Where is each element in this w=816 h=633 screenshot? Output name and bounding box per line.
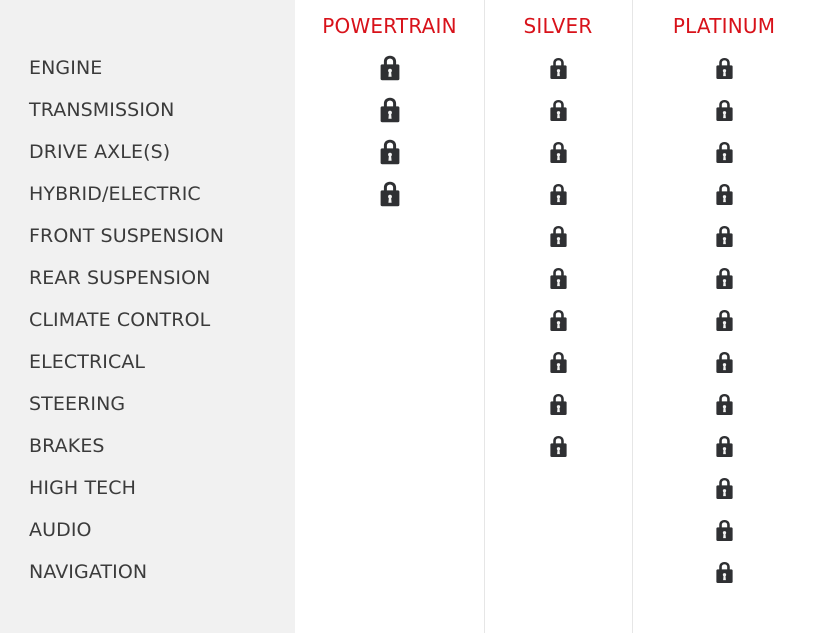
row-label [0,509,295,551]
coverage-cell-silver [484,257,632,299]
lock-icon [549,225,568,248]
coverage-cell-empty [558,530,559,531]
lock-icon [379,55,401,81]
row-label [0,341,295,383]
row-label [0,257,295,299]
row-label [0,299,295,341]
row-label [0,131,295,173]
coverage-cell-powertrain [295,173,484,215]
lock-icon [549,267,568,290]
coverage-cell-empty [389,488,390,489]
coverage-cell-silver [484,299,632,341]
coverage-cell-powertrain [295,131,484,173]
column-header-powertrain [295,0,484,47]
coverage-cell-empty [558,488,559,489]
row-label [0,215,295,257]
coverage-cell-empty [389,446,390,447]
coverage-cell-empty [389,236,390,237]
row-label-text: TRANSMISSION [29,99,175,121]
row-label [0,89,295,131]
lock-icon [715,309,734,332]
coverage-cell-powertrain [295,341,484,383]
coverage-cell-silver [484,89,632,131]
lock-icon [715,99,734,122]
lock-icon [715,183,734,206]
lock-icon [549,351,568,374]
coverage-cell-platinum [632,131,816,173]
row-label-text: FRONT SUSPENSION [29,225,225,247]
lock-icon [715,561,734,584]
coverage-cell-platinum [632,299,816,341]
lock-icon [549,141,568,164]
coverage-cell-platinum [632,173,816,215]
coverage-cell-platinum [632,215,816,257]
lock-icon [715,57,734,80]
row-label-text: ELECTRICAL [29,351,146,373]
coverage-cell-platinum [632,341,816,383]
row-label [0,383,295,425]
lock-icon [715,267,734,290]
coverage-cell-silver [484,131,632,173]
coverage-cell-silver [484,173,632,215]
coverage-cell-platinum [632,257,816,299]
coverage-cell-silver [484,47,632,89]
row-label-text: DRIVE AXLE(S) [29,141,171,163]
coverage-cell-platinum [632,425,816,467]
column-header-powertrain-label: POWERTRAIN [322,13,457,38]
column-header-silver-label: SILVER [523,13,593,38]
row-label-text: ENGINE [29,57,103,79]
coverage-cell-silver [484,551,632,593]
coverage-cell-platinum [632,467,816,509]
row-label [0,425,295,467]
coverage-cell-powertrain [295,551,484,593]
row-label-text: REAR SUSPENSION [29,267,211,289]
row-label-text: CLIMATE CONTROL [29,309,211,331]
row-label-text: STEERING [29,393,126,415]
lock-icon [379,139,401,165]
lock-icon [715,477,734,500]
coverage-cell-silver [484,425,632,467]
column-header-silver [484,0,632,47]
coverage-cell-empty [558,572,559,573]
coverage-cell-powertrain [295,509,484,551]
column-divider-2 [632,0,633,633]
lock-icon [715,519,734,542]
coverage-cell-silver [484,383,632,425]
coverage-cell-platinum [632,509,816,551]
coverage-cell-silver [484,509,632,551]
row-label [0,467,295,509]
coverage-cell-empty [389,362,390,363]
lock-icon [549,99,568,122]
coverage-cell-empty [389,404,390,405]
coverage-cell-powertrain [295,257,484,299]
coverage-cell-platinum [632,89,816,131]
row-label [0,47,295,89]
lock-icon [715,435,734,458]
coverage-cell-empty [389,320,390,321]
coverage-cell-powertrain [295,215,484,257]
row-label-text: BRAKES [29,435,105,457]
lock-icon [715,225,734,248]
row-label-text: HIGH TECH [29,477,137,499]
coverage-cell-platinum [632,551,816,593]
lock-icon [549,435,568,458]
row-label [0,173,295,215]
row-label-text: HYBRID/ELECTRIC [29,183,201,205]
coverage-cell-silver [484,341,632,383]
lock-icon [379,181,401,207]
coverage-cell-powertrain [295,47,484,89]
coverage-cell-powertrain [295,383,484,425]
lock-icon [549,183,568,206]
lock-icon [549,57,568,80]
coverage-cell-powertrain [295,467,484,509]
coverage-cell-powertrain [295,89,484,131]
lock-icon [715,351,734,374]
coverage-cell-platinum [632,47,816,89]
lock-icon [549,393,568,416]
coverage-cell-powertrain [295,425,484,467]
row-label [0,551,295,593]
coverage-cell-silver [484,467,632,509]
coverage-cell-powertrain [295,299,484,341]
row-label-text: NAVIGATION [29,561,148,583]
coverage-cell-empty [389,530,390,531]
lock-icon [715,393,734,416]
coverage-cell-silver [484,215,632,257]
column-header-platinum [632,0,816,47]
coverage-cell-empty [389,572,390,573]
lock-icon [379,97,401,123]
column-divider-1 [484,0,485,633]
coverage-cell-platinum [632,383,816,425]
lock-icon [715,141,734,164]
row-label-text: AUDIO [29,519,92,541]
coverage-cell-empty [389,278,390,279]
column-header-platinum-label: PLATINUM [672,13,776,38]
lock-icon [549,309,568,332]
